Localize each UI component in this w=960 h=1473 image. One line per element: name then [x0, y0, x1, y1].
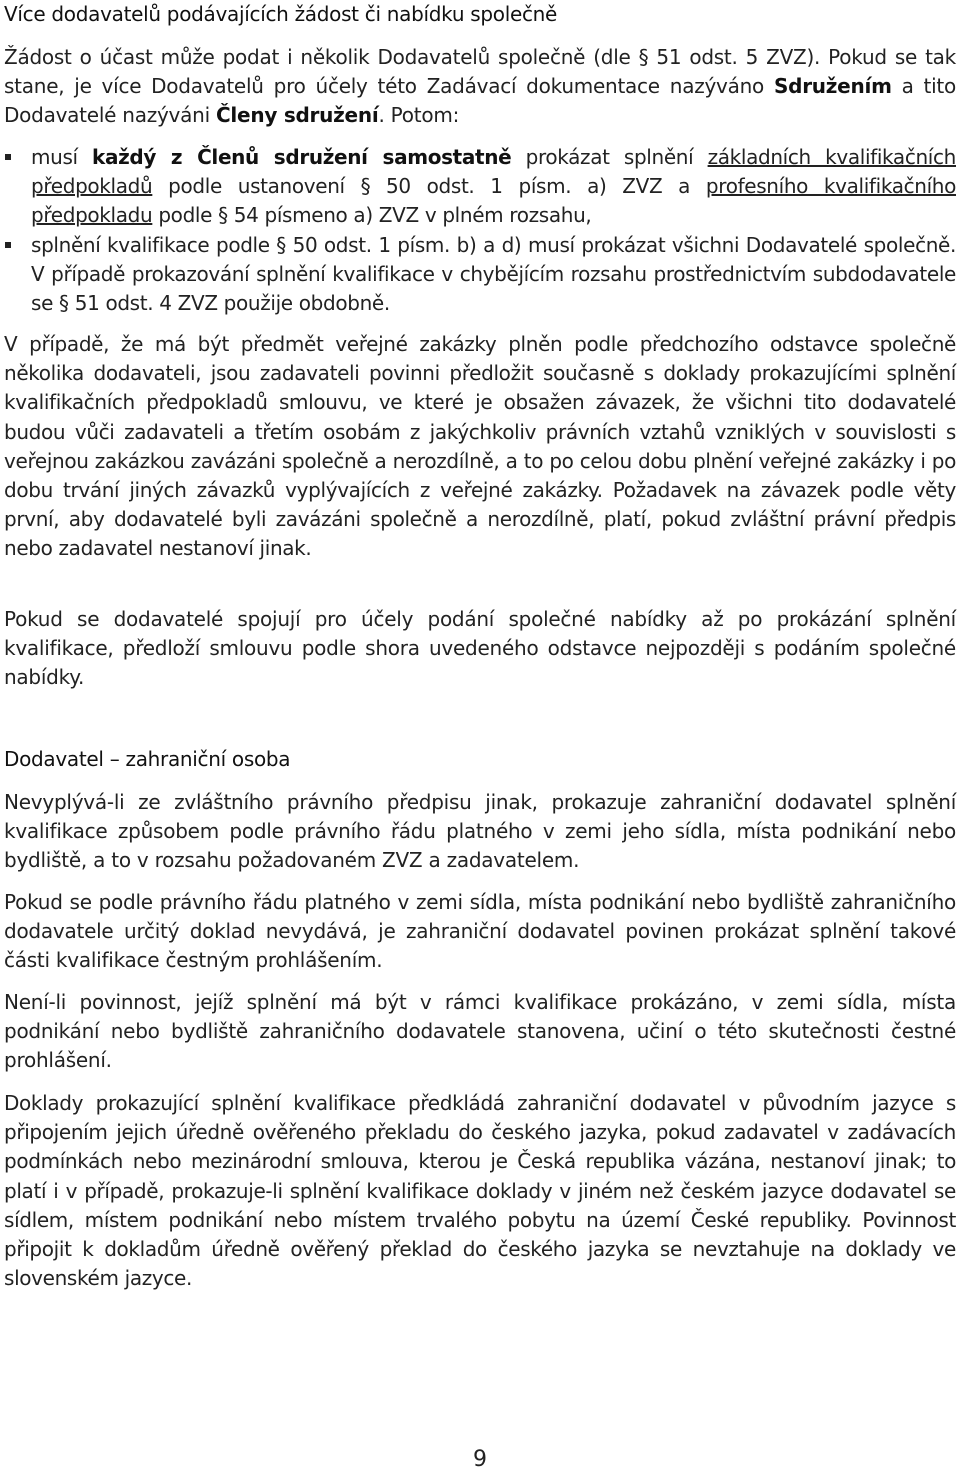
- section-heading-joint-suppliers: Více dodavatelů podávajících žádost či nabídku společně: [4, 2, 558, 26]
- requirements-list: [0, 143, 960, 318]
- square-bullet-icon: [5, 154, 11, 160]
- translation-paragraph: Doklady prokazující splnění kvalifikace předkládá zahraniční dodavatel v původním jazyce s připojením jejich úředně ověřeného překladu do českého jazyka, pokud zadavatel v zadávacích podmínkách nebo mezinárodní smlouva, kterou je Česká republika vázána, nestanoví jinak; to platí i v případě, prokazuje-li splnění kvalifikace doklady v jiném než českém jazyce dodavatel se sídlem, místem podnikání nebo místem trvalého pobytu na území České republiky. Povinnost připojit k dokladům úředně ověřený překlad do českého jazyka se nevztahuje na doklady ve slovenském jazyce.: [4, 1091, 956, 1291]
- term-sdruzeni: Sdružením: [773, 74, 892, 99]
- section-heading-foreign-supplier: Dodavatel – zahraniční osoba: [4, 747, 291, 771]
- list-item: musí každý z Členů sdružení samostatně prokázat splnění základních kvalifikačních předpokladů podle ustanovení § 50 odst. 1 písm. a) ZVZ a profesního kvalifikačního předpokladu podle § 54 písmeno a) ZVZ v plném rozsahu,: [0, 143, 960, 231]
- joint-offer-paragraph: Pokud se dodavatelé spojují pro účely podání společné nabídky až po prokázání splnění kvalifikace, předloží smlouvu podle shora uvedeného odstavce nejpozději s podáním společné nabídky.: [4, 607, 956, 690]
- page-number: 9: [473, 1447, 487, 1472]
- term-clenove-sdruzeni: Členy sdružení: [216, 103, 379, 128]
- foreign-obligation-paragraph: Není-li povinnost, jejíž splnění má být v rámci kvalifikace prokázáno, v zemi sídla, místa podnikání nebo bydliště zahraničního dodavatele stanovena, učiní o této skutečnosti čestné prohlášení.: [4, 990, 956, 1073]
- intro-paragraph: Žádost o účast může podat i několik Dodavatelů společně (dle § 51 odst. 5 ZVZ). Pokud se tak stane, je více Dodavatelů pro účely této Zadávací dokumentace nazýváno Sdružením a tito Dodavatelé nazýváni Členy sdružení. Potom:: [4, 45, 957, 128]
- foreign-qualification-paragraph: Nevyplývá-li ze zvláštního právního předpisu jinak, prokazuje zahraniční dodavatel splnění kvalifikace způsobem podle právního řádu platného v zemi jeho sídla, místa podnikání nebo bydliště, a to v rozsahu požadovaném ZVZ a zadavatelem.: [4, 790, 956, 873]
- foreign-affidavit-paragraph: Pokud se podle právního řádu platného v zemi sídla, místa podnikání nebo bydliště zahraničního dodavatele určitý doklad nevydává, je zahraniční dodavatel povinen prokázat splnění takové části kvalifikace čestným prohlášením.: [4, 890, 956, 973]
- list-item: splnění kvalifikace podle § 50 odst. 1 písm. b) a d) musí prokázat všichni Dodavatelé společně. V případě prokazování splnění kvalifikace v chybějícím rozsahu prostřednictvím subdodavatele se § 51 odst. 4 ZVZ použije obdobně.: [0, 231, 960, 319]
- joint-liability-paragraph: V případě, že má být předmět veřejné zakázky plněn podle předchozího odstavce společně několika dodavateli, jsou zadavateli povinni předložit současně s doklady prokazujícími splnění kvalifikačních předpokladů smlouvu, ve které je obsažen závazek, že všichni tito dodavatelé budou vůči zadavateli a třetím osobám z jakýchkoliv právních vztahů vzniklých v souvislosti s veřejnou zakázkou zavázáni společně a nerozdílně, a to po celou dobu plnění veřejné zakázky i po dobu trvání jiných závazků vyplývajících z veřejné zakázky. Požadavek na závazek podle věty první, aby dodavatelé byli zavázáni společně a nerozdílně, platí, pokud zvláštní právní předpis nebo zadavatel nestanoví jinak.: [4, 332, 956, 561]
- square-bullet-icon: [5, 242, 11, 248]
